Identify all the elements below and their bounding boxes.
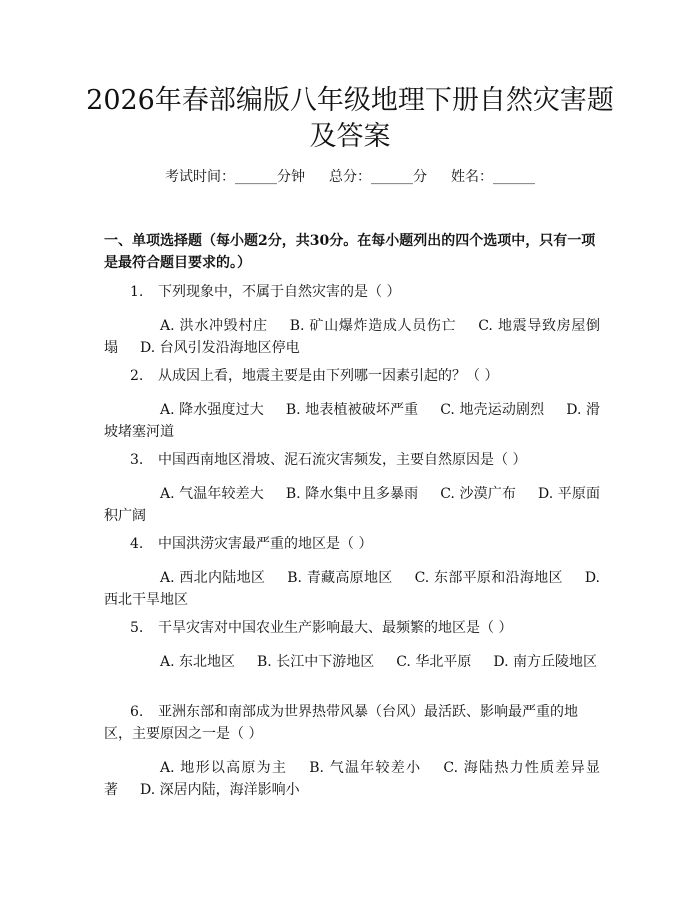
option-b: B. 青藏高原地区 [287, 570, 393, 586]
option-list [104, 757, 600, 801]
question-number: 3. [130, 452, 144, 468]
option-a: A. 东北地区 [160, 654, 236, 670]
option-a: A. 降水强度过大 [160, 402, 264, 418]
question-text: 从成因上看，地震主要是由下列哪一因素引起的？（ ） [158, 368, 499, 384]
option-c: C. 地壳运动剧烈 [440, 402, 545, 418]
question-text: 亚洲东部和南部成为世界热带风暴（台风）最活跃、影响最严重的地区，主要原因之一是（ ） [104, 704, 578, 742]
question-number: 5. [130, 620, 144, 636]
option-d: D. 平原面积广阔 [104, 486, 600, 524]
student-name-field: 姓名：______ [451, 169, 535, 185]
question-text: 中国洪涝灾害最严重的地区是（ ） [158, 536, 373, 552]
option-b: B. 矿山爆炸造成人员伤亡 [289, 318, 457, 334]
option-d: D. 南方丘陵地区 [493, 654, 597, 670]
question-stem [104, 617, 600, 639]
question-stem [104, 281, 600, 303]
option-b: B. 长江中下游地区 [257, 654, 375, 670]
question-text: 中国西南地区滑坡、泥石流灾害频发，主要自然原因是（ ） [158, 452, 527, 468]
document-title-line-2: 及答案 [309, 121, 391, 152]
option-c: C. 东部平原和沿海地区 [414, 570, 563, 586]
total-score-field: 总分：______分 [329, 169, 427, 185]
option-list [104, 315, 600, 359]
option-list [104, 651, 600, 673]
question-number: 2. [130, 368, 144, 384]
question-number: 1. [130, 284, 144, 300]
question-number: 6. [130, 704, 144, 720]
option-d: D. 深居内陆，海洋影响小 [140, 782, 300, 798]
option-c: C. 地震导致房屋倒塌 [104, 318, 600, 356]
option-a: A. 气温年较差大 [160, 486, 264, 502]
question-text: 下列现象中，不属于自然灾害的是（ ） [158, 284, 401, 300]
section-heading: 一、单项选择题（每小题2分，共30分。在每小题列出的四个选项中，只有一项是最符合题目要求的。） [104, 233, 596, 271]
exam-info-line [0, 167, 700, 187]
option-a: A. 洪水冲毁村庄 [160, 318, 268, 334]
option-list [104, 483, 600, 527]
option-d: D. 台风引发沿海地区停电 [140, 340, 300, 356]
option-c: C. 华北平原 [396, 654, 472, 670]
option-list [104, 567, 600, 611]
option-b: B. 地表植被破坏严重 [285, 402, 419, 418]
question-stem [104, 365, 600, 387]
option-d: D. 滑坡堵塞河道 [104, 402, 600, 440]
option-a: A. 西北内陆地区 [160, 570, 266, 586]
option-c: C. 沙漠广布 [440, 486, 516, 502]
question-6 [104, 701, 600, 801]
question-text: 干旱灾害对中国农业生产影响最大、最频繁的地区是（ ） [158, 620, 513, 636]
question-1 [104, 281, 600, 359]
option-c: C. 海陆热力性质差异显著 [104, 760, 600, 798]
exam-time-field: 考试时间：______分钟 [165, 169, 305, 185]
option-d: D. 西北干旱地区 [104, 570, 600, 608]
question-5 [104, 617, 600, 673]
question-stem [104, 449, 600, 471]
question-2 [104, 365, 600, 443]
question-stem [104, 533, 600, 555]
option-b: B. 气温年较差小 [309, 760, 422, 776]
question-stem [104, 701, 600, 745]
option-list [104, 399, 600, 443]
document-title-line-1: 2026年春部编版八年级地理下册自然灾害题 [86, 85, 614, 116]
question-3 [104, 449, 600, 527]
question-number: 4. [130, 536, 144, 552]
option-b: B. 降水集中且多暴雨 [285, 486, 419, 502]
option-a: A. 地形以高原为主 [160, 760, 288, 776]
question-4 [104, 533, 600, 611]
